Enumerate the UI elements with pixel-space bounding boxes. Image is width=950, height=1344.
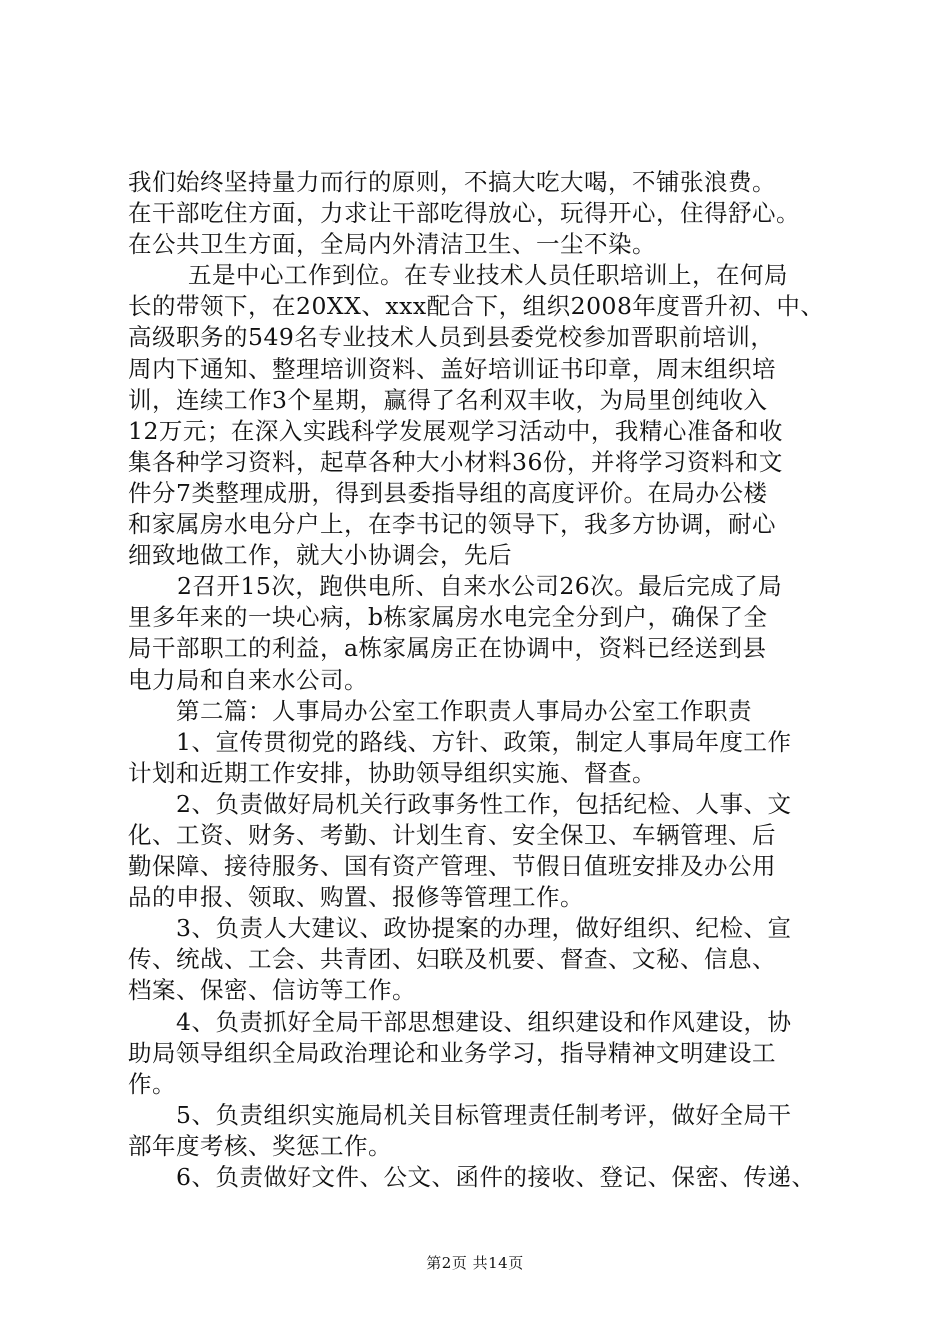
- document-body: [128, 167, 848, 1193]
- text-line: 电力局和自来水公司。: [128, 665, 368, 694]
- text-line: 周内下通知、整理培训资料、盖好培训证书印章，周末组织培: [128, 354, 776, 383]
- text-line: 计划和近期工作安排，协助领导组织实施、督查。: [128, 758, 656, 787]
- text-line: 细致地做工作，就大小协调会，先后: [128, 541, 512, 570]
- text-line: 作。: [128, 1069, 176, 1098]
- text-line: 4、负责抓好全局干部思想建设、组织建设和作风建设，协: [176, 1007, 792, 1036]
- text-line: 3、负责人大建议、政协提案的办理，做好组织、纪检、宣: [176, 914, 792, 943]
- text-line: 品的申报、领取、购置、报修等管理工作。: [128, 883, 584, 912]
- text-line: 里多年来的一块心病，b栋家属房水电完全分到户，确保了全: [128, 603, 768, 632]
- text-line: 在公共卫生方面，全局内外清洁卫生、一尘不染。: [128, 230, 656, 259]
- text-line: 件分7类整理成册，得到县委指导组的高度评价。在局办公楼: [128, 478, 768, 507]
- text-line: 部年度考核、奖惩工作。: [128, 1131, 392, 1160]
- text-line: 高级职务的549名专业技术人员到县委党校参加晋职前培训，: [128, 323, 775, 352]
- text-line: 化、工资、财务、考勤、计划生育、安全保卫、车辆管理、后: [128, 820, 776, 849]
- text-line: 五是中心工作到位。在专业技术人员任职培训上，在何局: [188, 261, 788, 290]
- text-line: 5、负责组织实施局机关目标管理责任制考评，做好全局干: [176, 1100, 792, 1129]
- text-line: 助局领导组织全局政治理论和业务学习，指导精神文明建设工: [128, 1038, 776, 1067]
- text-line: 集各种学习资料，起草各种大小材料36份，并将学习资料和文: [128, 447, 783, 476]
- page-footer: 第2页 共14页: [426, 1254, 524, 1272]
- text-line: 勤保障、接待服务、国有资产管理、节假日值班安排及办公用: [128, 852, 776, 881]
- text-line: 12万元；在深入实践科学发展观学习活动中，我精心准备和收: [128, 416, 783, 445]
- text-line: 我们始终坚持量力而行的原则，不搞大吃大喝，不铺张浪费。: [128, 168, 776, 196]
- text-line: 局干部职工的利益，a栋家属房正在协调中，资料已经送到县: [128, 634, 767, 663]
- text-line: 和家属房水电分户上，在李书记的领导下，我多方协调，耐心: [128, 510, 776, 539]
- text-line: 6、负责做好文件、公文、函件的接收、登记、保密、传递、: [176, 1163, 816, 1191]
- text-line: 档案、保密、信访等工作。: [128, 976, 416, 1005]
- text-line: 2召开15次，跑供电所、自来水公司26次。最后完成了局: [177, 572, 783, 601]
- text-line: 训，连续工作3个星期，赢得了名利双丰收，为局里创纯收入: [128, 385, 768, 414]
- text-line: 传、统战、工会、共青团、妇联及机要、督查、文秘、信息、: [128, 945, 776, 974]
- text-line: 2、负责做好局机关行政事务性工作，包括纪检、人事、文: [176, 789, 792, 818]
- text-line: 长的带领下，在20XX、xxx配合下，组织2008年度晋升初、中、: [128, 292, 825, 321]
- text-line: 在干部吃住方面，力求让干部吃得放心，玩得开心，住得舒心。: [128, 199, 800, 228]
- text-line: 1、宣传贯彻党的路线、方针、政策，制定人事局年度工作: [176, 727, 792, 756]
- text-line: 第二篇：人事局办公室工作职责人事局办公室工作职责: [176, 696, 752, 725]
